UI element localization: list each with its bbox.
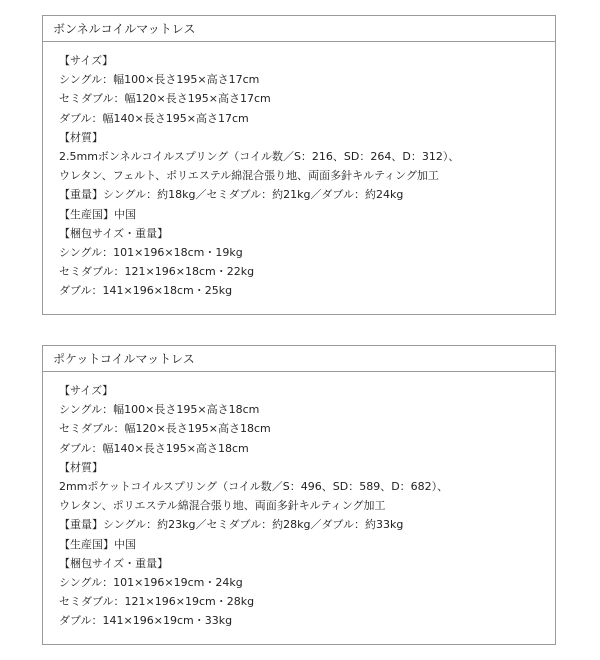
spec-line-weight: 【重量】シングル：約18kg／セミダブル：約21kg／ダブル：約24kg	[59, 188, 404, 202]
spec-line-package-single: シングル：101×196×18cm・19kg	[59, 246, 243, 260]
spec-list-bonnell	[43, 42, 555, 301]
section-title-bonnell: ボンネルコイルマットレス	[43, 16, 555, 42]
spec-line-material-fabric: ウレタン、フェルト、ポリエステル綿混合張り地、両面多針キルティング加工	[59, 169, 439, 183]
spec-heading-material: 【材質】	[59, 460, 103, 474]
spec-line-origin: 【生産国】中国	[59, 207, 136, 221]
spec-heading-size: 【サイズ】	[59, 384, 114, 397]
spec-line-origin: 【生産国】中国	[59, 537, 136, 551]
spec-heading-package: 【梱包サイズ・重量】	[59, 556, 169, 570]
spec-line-package-single: シングル：101×196×19cm・24kg	[59, 576, 243, 590]
spec-heading-package: 【梱包サイズ・重量】	[59, 226, 169, 240]
spec-line-material-fabric: ウレタン、ポリエステル綿混合張り地、両面多針キルティング加工	[59, 499, 386, 513]
spec-line-weight: 【重量】シングル：約23kg／セミダブル：約28kg／ダブル：約33kg	[59, 518, 404, 532]
bonnell-coil-spec-box	[42, 15, 556, 315]
spec-line-semidouble-size: セミダブル：幅120×長さ195×高さ17cm	[59, 92, 271, 106]
section-title-pocket: ポケットコイルマットレス	[43, 346, 555, 372]
spec-line-double-size: ダブル：幅140×長さ195×高さ17cm	[59, 111, 249, 125]
spec-line-package-double: ダブル：141×196×19cm・33kg	[59, 614, 233, 628]
spec-line-semidouble-size: セミダブル：幅120×長さ195×高さ18cm	[59, 422, 271, 436]
spec-list-pocket	[43, 372, 555, 631]
spec-line-single-size: シングル：幅100×長さ195×高さ18cm	[59, 403, 260, 417]
spec-line-package-semidouble: セミダブル：121×196×19cm・28kg	[59, 595, 255, 609]
spec-line-double-size: ダブル：幅140×長さ195×高さ18cm	[59, 441, 249, 455]
pocket-coil-spec-box	[42, 345, 556, 645]
spec-heading-material: 【材質】	[59, 130, 103, 144]
spec-heading-size: 【サイズ】	[59, 54, 114, 67]
spec-line-material-coil: 2.5mmボンネルコイルスプリング（コイル数／S：216、SD：264、D：312）、	[59, 150, 460, 164]
spec-line-single-size: シングル：幅100×長さ195×高さ17cm	[59, 73, 260, 87]
spec-line-material-coil: 2mmポケットコイルスプリング（コイル数／S：496、SD：589、D：682）、	[59, 480, 449, 494]
spec-line-package-semidouble: セミダブル：121×196×18cm・22kg	[59, 265, 255, 279]
spec-line-package-double: ダブル：141×196×18cm・25kg	[59, 284, 233, 298]
